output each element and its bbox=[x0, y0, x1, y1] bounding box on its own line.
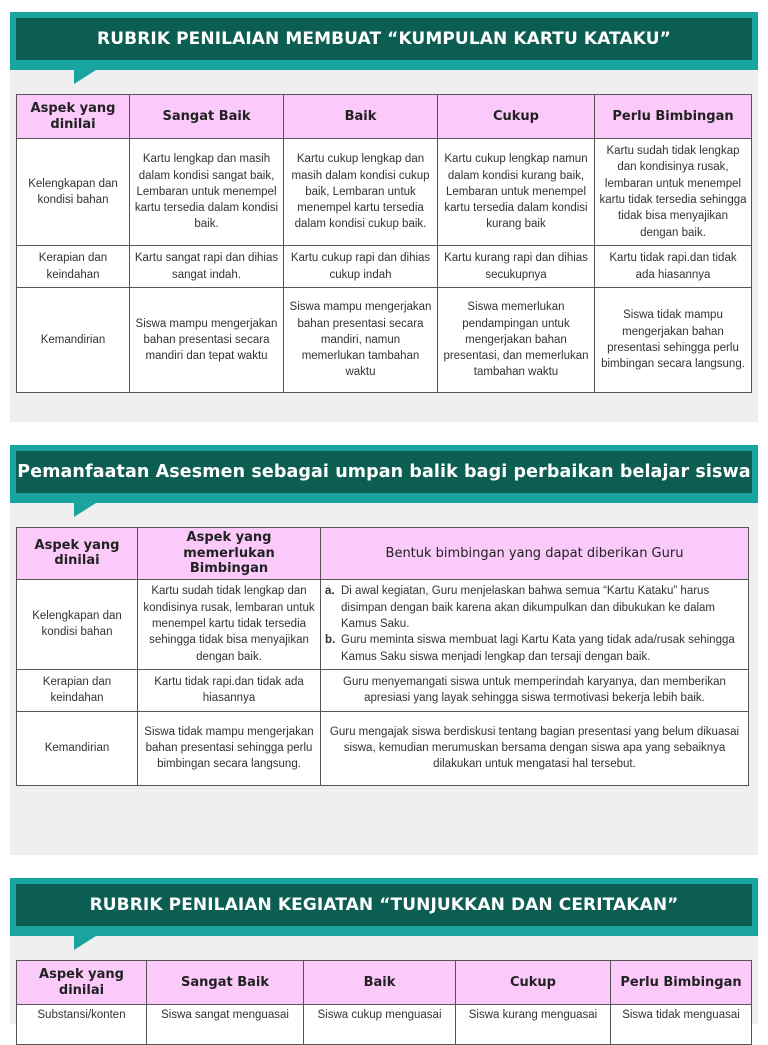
guidance-cell: Guru mengajak siswa berdiskusi tentang bagian presentasi yang belum dikuasai siswa, kemudian merumuskan bersama dengan siswa apa yang sebaiknya dilakukan untuk mengatasi hal tersebut. bbox=[321, 711, 749, 785]
rubric-table-kartu-kataku bbox=[16, 94, 752, 393]
rubric-cell: Siswa memerlukan pendampingan untuk mengerjakan bahan presentasi, dan memerlukan tambahan waktu bbox=[438, 288, 595, 393]
aspect-cell: Substansi/konten bbox=[17, 1005, 147, 1045]
header-baik: Baik bbox=[284, 95, 438, 139]
table-row bbox=[17, 246, 752, 288]
section-banner bbox=[10, 878, 758, 936]
banner-pointer bbox=[74, 936, 96, 950]
table-row bbox=[17, 288, 752, 393]
section-banner bbox=[10, 12, 758, 70]
list-item bbox=[325, 583, 744, 632]
feedback-table bbox=[16, 527, 749, 786]
header-cukup: Cukup bbox=[438, 95, 595, 139]
rubric-cell: Kartu kurang rapi dan dihias secukupnya bbox=[438, 246, 595, 288]
header-sangat-baik: Sangat Baik bbox=[130, 95, 284, 139]
rubric-cell: Kartu cukup rapi dan dihias cukup indah bbox=[284, 246, 438, 288]
rubric-section-tunjukkan bbox=[10, 878, 758, 1024]
rubric-cell: Kartu cukup lengkap namun dalam kondisi kurang baik, Lembaran untuk menempel kartu tersedia dalam kondisi kurang baik bbox=[438, 139, 595, 246]
aspect-cell: Kemandirian bbox=[17, 288, 130, 393]
header-guidance: Bentuk bimbingan yang dapat diberikan Guru bbox=[321, 528, 749, 580]
list-marker: b. bbox=[325, 634, 336, 647]
header-perlu-bimbingan: Perlu Bimbingan bbox=[611, 961, 752, 1005]
feedback-section bbox=[10, 445, 758, 855]
aspect-cell: Kelengkapan dan kondisi bahan bbox=[17, 139, 130, 246]
rubric-cell: Siswa tidak mampu mengerjakan bahan presentasi sehingga perlu bimbingan secara langsung. bbox=[595, 288, 752, 393]
header-aspect: Aspek yang dinilai bbox=[17, 961, 147, 1005]
guidance-cell: Guru menyemangati siswa untuk memperindah karyanya, dan memberikan apresiasi yang layak sehingga siswa termotivasi bekerja lebih baik. bbox=[321, 669, 749, 711]
need-cell: Kartu sudah tidak lengkap dan kondisinya rusak, lembaran untuk menempel kartu tidak tersedia sehingga tidak bisa menyajikan dengan baik. bbox=[138, 579, 321, 669]
banner-pointer bbox=[74, 70, 96, 84]
rubric-cell: Siswa sangat menguasai bbox=[147, 1005, 304, 1045]
header-perlu-bimbingan: Perlu Bimbingan bbox=[595, 95, 752, 139]
header-aspect: Aspek yang dinilai bbox=[17, 95, 130, 139]
table-header-row bbox=[17, 95, 752, 139]
header-sangat-baik: Sangat Baik bbox=[147, 961, 304, 1005]
need-cell: Siswa tidak mampu mengerjakan bahan presentasi sehingga perlu bimbingan secara langsung. bbox=[138, 711, 321, 785]
header-need: Aspek yang memerlukan Bimbingan bbox=[138, 528, 321, 580]
rubric-cell: Kartu lengkap dan masih dalam kondisi sangat baik, Lembaran untuk menempel kartu tersedia dalam kondisi baik. bbox=[130, 139, 284, 246]
rubric-cell: Kartu tidak rapi.dan tidak ada hiasannya bbox=[595, 246, 752, 288]
section-banner bbox=[10, 445, 758, 503]
table-row bbox=[17, 711, 749, 785]
aspect-cell: Kerapian dan keindahan bbox=[17, 246, 130, 288]
rubric-section-kartu-kataku bbox=[10, 12, 758, 422]
rubric-cell: Siswa mampu mengerjakan bahan presentasi secara mandiri dan tepat waktu bbox=[130, 288, 284, 393]
rubric-cell: Siswa cukup menguasai bbox=[304, 1005, 456, 1045]
table-row bbox=[17, 669, 749, 711]
banner-pointer bbox=[74, 503, 96, 517]
header-baik: Baik bbox=[304, 961, 456, 1005]
need-cell: Kartu tidak rapi.dan tidak ada hiasannya bbox=[138, 669, 321, 711]
rubric-cell: Siswa kurang menguasai bbox=[456, 1005, 611, 1045]
rubric-cell: Kartu sudah tidak lengkap dan kondisinya rusak, lembaran untuk menempel kartu tidak tersedia sehingga tidak bisa menyajikan dengan baik. bbox=[595, 139, 752, 246]
aspect-cell: Kerapian dan keindahan bbox=[17, 669, 138, 711]
header-cukup: Cukup bbox=[456, 961, 611, 1005]
table-row bbox=[17, 1005, 752, 1045]
rubric-cell: Kartu cukup lengkap dan masih dalam kondisi cukup baik, Lembaran untuk menempel kartu tersedia dalam kondisi cukup baik. bbox=[284, 139, 438, 246]
guidance-list bbox=[325, 583, 744, 665]
header-aspect: Aspek yang dinilai bbox=[17, 528, 138, 580]
rubric-cell: Kartu sangat rapi dan dihias sangat indah. bbox=[130, 246, 284, 288]
aspect-cell: Kemandirian bbox=[17, 711, 138, 785]
list-marker: a. bbox=[325, 585, 335, 598]
section-title: RUBRIK PENILAIAN MEMBUAT “KUMPULAN KARTU KATAKU” bbox=[16, 18, 752, 60]
guidance-cell bbox=[321, 579, 749, 669]
aspect-cell: Kelengkapan dan kondisi bahan bbox=[17, 579, 138, 669]
rubric-table-tunjukkan bbox=[16, 960, 752, 1045]
table-header-row bbox=[17, 528, 749, 580]
table-row bbox=[17, 579, 749, 669]
list-text: Guru meminta siswa membuat lagi Kartu Kata yang tidak ada/rusak sehingga Kamus Saku siswa menjadi lengkap dan tersaji dengan baik. bbox=[341, 634, 735, 663]
rubric-cell: Siswa mampu mengerjakan bahan presentasi secara mandiri, namun memerlukan tambahan waktu bbox=[284, 288, 438, 393]
section-title: Pemanfaatan Asesmen sebagai umpan balik bagi perbaikan belajar siswa bbox=[16, 451, 752, 493]
list-item bbox=[325, 632, 744, 665]
table-row bbox=[17, 139, 752, 246]
section-title: RUBRIK PENILAIAN KEGIATAN “TUNJUKKAN DAN CERITAKAN” bbox=[16, 884, 752, 926]
table-header-row bbox=[17, 961, 752, 1005]
list-text: Di awal kegiatan, Guru menjelaskan bahwa semua “Kartu Kataku” harus disimpan dengan baik karena akan dikumpulkan dan dibukukan ke dalam Kamus Saku. bbox=[341, 585, 715, 631]
rubric-cell: Siswa tidak menguasai bbox=[611, 1005, 752, 1045]
